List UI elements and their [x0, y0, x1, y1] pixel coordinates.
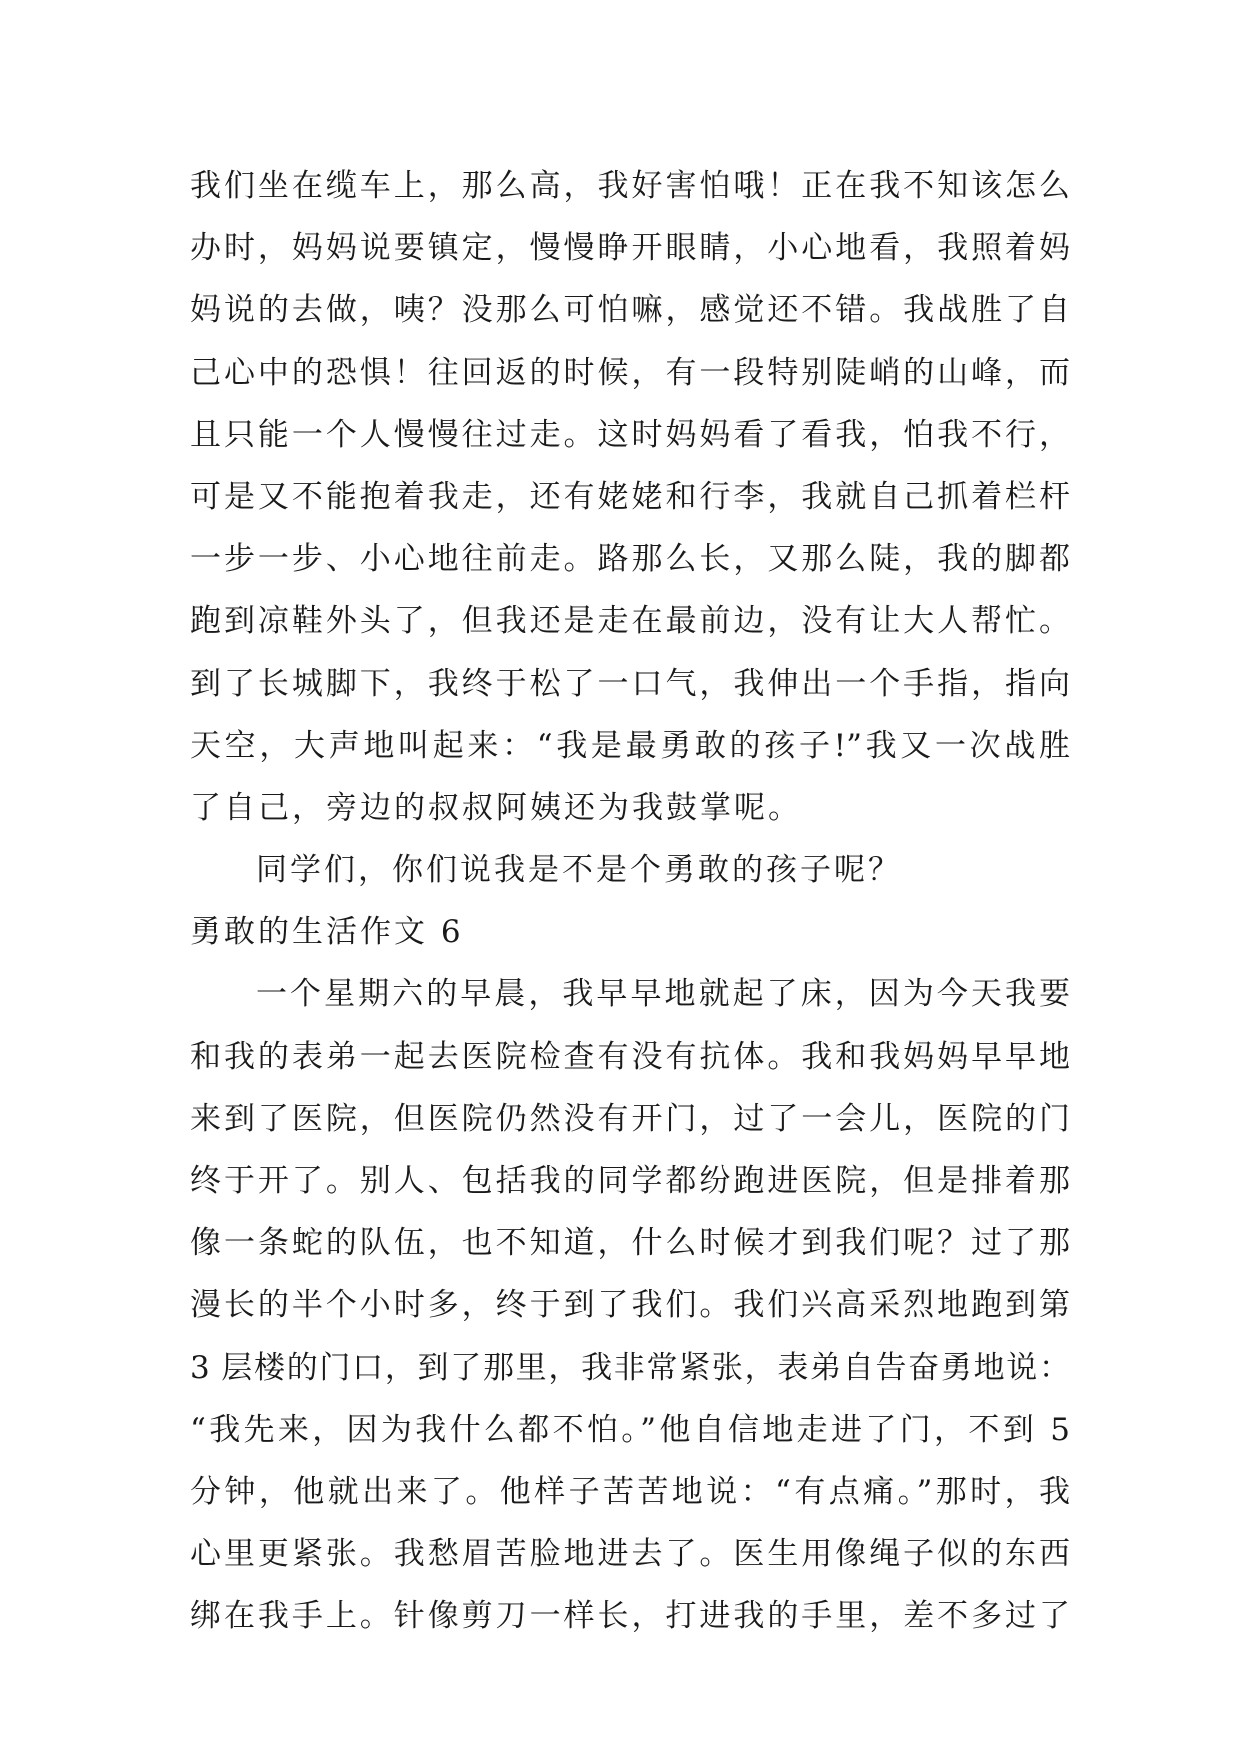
text-line: 妈说的去做，咦？没那么可怕嘛，感觉还不错。我战胜了自 — [190, 292, 1070, 329]
text-line: 到了长城脚下，我终于松了一口气，我伸出一个手指，指向 — [190, 665, 1070, 702]
text-line: 漫长的半个小时多，终于到了我们。我们兴高采烈地跑到第 — [190, 1287, 1070, 1324]
text-line: 同学们，你们说我是不是个勇敢的孩子呢？ — [256, 852, 902, 889]
text-line: 办时，妈妈说要镇定，慢慢睁开眼睛，小心地看，我照着妈 — [190, 230, 1070, 267]
text-line: 己心中的恐惧！往回返的时候，有一段特别陡峭的山峰，而 — [190, 354, 1070, 391]
text-line: 绑在我手上。针像剪刀一样长，打进我的手里，差不多过了 — [190, 1598, 1070, 1635]
text-line: 可是又不能抱着我走，还有姥姥和行李，我就自己抓着栏杆 — [190, 478, 1070, 515]
text-line: “我先来，因为我什么都不怕。”他自信地走进了门，不到 5 — [190, 1411, 1070, 1448]
text-line: 了自己，旁边的叔叔阿姨还为我鼓掌呢。 — [190, 789, 802, 826]
section-heading — [190, 901, 1070, 963]
paragraph-hospital — [190, 963, 1070, 1647]
text-line: 终于开了。别人、包括我的同学都纷跑进医院，但是排着那 — [190, 1163, 1070, 1199]
text-line: 心里更紧张。我愁眉苦脸地进去了。医生用像绳子似的东西 — [190, 1536, 1070, 1573]
text-line: 来到了医院，但医院仍然没有开门，过了一会儿，医院的门 — [190, 1100, 1070, 1137]
text-line: 和我的表弟一起去医院检查有没有抗体。我和我妈妈早早地 — [190, 1038, 1070, 1075]
document-body — [190, 155, 1070, 1648]
text-line: 分钟，他就出来了。他样子苦苦地说：“有点痛。”那时，我 — [190, 1473, 1070, 1510]
text-line: 一步一步、小心地往前走。路那么长，又那么陡，我的脚都 — [190, 541, 1070, 578]
text-line: 像一条蛇的队伍，也不知道，什么时候才到我们呢？过了那 — [190, 1225, 1070, 1262]
text-line: 且只能一个人慢慢往过走。这时妈妈看了看我，怕我不行， — [190, 416, 1070, 453]
heading-text: 勇敢的生活作文 6 — [190, 914, 464, 951]
text-line: 一个星期六的早晨，我早早地就起了床，因为今天我要 — [256, 976, 1070, 1013]
paragraph-question — [190, 839, 1070, 901]
text-line: 3 层楼的门口，到了那里，我非常紧张，表弟自告奋勇地说： — [190, 1349, 1070, 1386]
text-line: 跑到凉鞋外头了，但我还是走在最前边，没有让大人帮忙。 — [190, 603, 1070, 640]
paragraph-cable-car — [190, 155, 1070, 839]
text-line: 天空，大声地叫起来：“我是最勇敢的孩子!”我又一次战胜 — [190, 727, 1070, 764]
text-line: 我们坐在缆车上，那么高，我好害怕哦！正在我不知该怎么 — [190, 168, 1070, 204]
